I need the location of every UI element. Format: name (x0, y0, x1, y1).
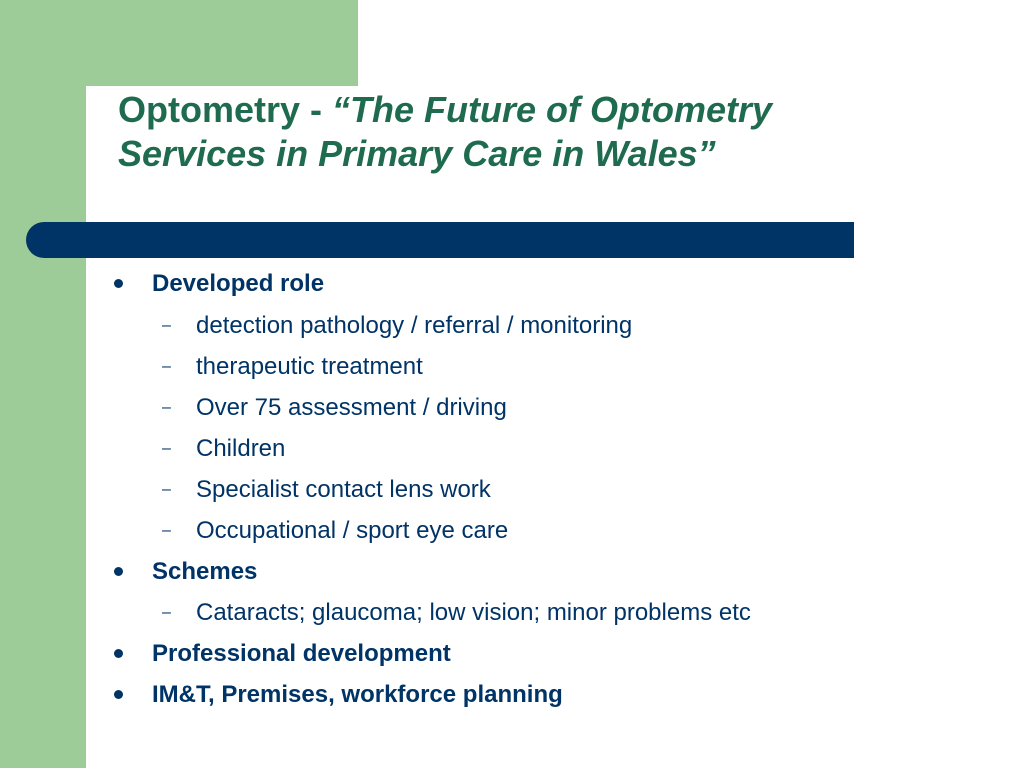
bullet-label: Schemes (152, 558, 258, 585)
title-prefix: Optometry - (118, 89, 333, 130)
dash-icon: – (162, 358, 171, 375)
title-close-quote: ” (697, 133, 716, 174)
bullet-label: Developed role (152, 270, 325, 297)
bullet-dot-icon (114, 690, 123, 699)
title-italic-line2: Services in Primary Care in Wales (118, 133, 698, 174)
sub-bullet-label: Cataracts; glaucoma; low vision; minor problems etc (196, 599, 751, 626)
title-italic-line1: “The Future of Optometry (332, 89, 773, 130)
bullet-dot-icon (114, 567, 123, 576)
sub-bullet-label: Occupational / sport eye care (196, 517, 509, 544)
bullet-label: IM&T, Premises, workforce planning (152, 681, 563, 708)
dash-icon: – (162, 522, 171, 539)
dash-icon: – (162, 399, 171, 416)
bullet-dot-icon (114, 279, 123, 288)
sub-bullet-label: detection pathology / referral / monitoring (196, 312, 633, 339)
dash-icon: – (162, 481, 171, 498)
dash-icon: – (162, 317, 171, 334)
sub-bullet-label: Over 75 assessment / driving (196, 394, 507, 421)
dash-icon: – (162, 604, 171, 621)
bullet-dot-icon (114, 649, 123, 658)
sub-bullet-label: Children (196, 435, 286, 462)
sub-bullet-label: Specialist contact lens work (196, 476, 491, 503)
bullet-label: Professional development (152, 640, 451, 667)
sub-bullet-label: therapeutic treatment (196, 353, 423, 380)
dash-icon: – (162, 440, 171, 457)
